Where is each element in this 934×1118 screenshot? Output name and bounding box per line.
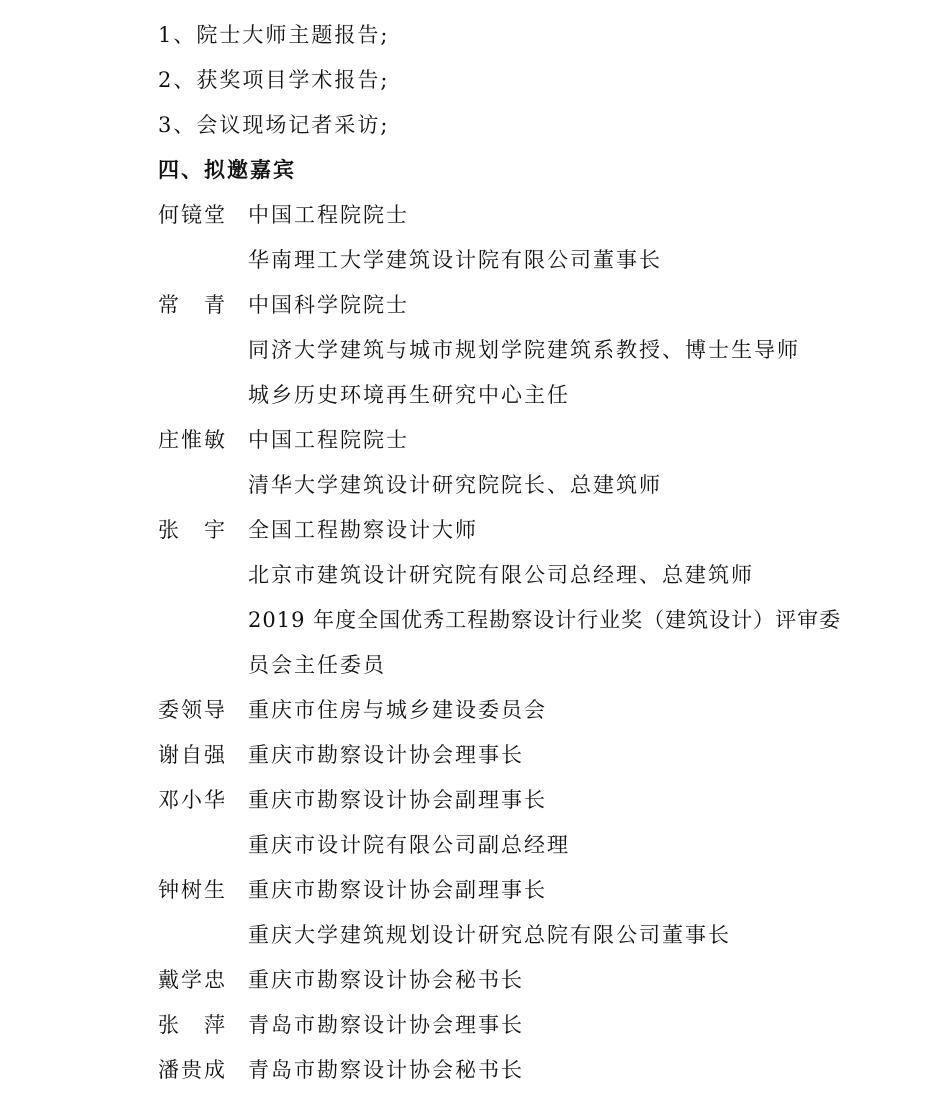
guest-row	[158, 418, 409, 463]
guest-title: 重庆市勘察设计协会副理事长	[248, 788, 547, 812]
guest-row	[158, 283, 409, 328]
guest-row	[158, 1003, 524, 1048]
guest-title: 城乡历史环境再生研究中心主任	[248, 383, 570, 407]
agenda-item: 2、获奖项目学术报告;	[158, 68, 390, 92]
guest-title: 青岛市勘察设计协会理事长	[248, 1013, 524, 1037]
guest-title: 重庆市勘察设计协会理事长	[248, 743, 524, 767]
guest-title: 华南理工大学建筑设计院有限公司董事长	[248, 248, 662, 272]
guest-title: 2019 年度全国优秀工程勘察设计行业奖（建筑设计）评审委	[248, 608, 842, 632]
guest-name: 委领导	[158, 698, 227, 722]
section-heading: 四、拟邀嘉宾	[158, 158, 296, 182]
guest-title: 中国工程院院士	[248, 428, 409, 452]
guest-row	[158, 958, 524, 1003]
agenda-item: 1、院士大师主题报告;	[158, 23, 390, 47]
guest-name: 谢自强	[158, 743, 227, 767]
guest-title: 中国工程院院士	[248, 203, 409, 227]
guest-row	[158, 868, 547, 913]
guest-name: 戴学忠	[158, 968, 227, 992]
guest-name: 何镜堂	[158, 203, 227, 227]
guest-row	[158, 778, 547, 823]
guest-name: 邓小华	[158, 788, 227, 812]
guest-title: 重庆市勘察设计协会副理事长	[248, 878, 547, 902]
guest-title: 同济大学建筑与城市规划学院建筑系教授、博士生导师	[248, 338, 800, 362]
guest-name: 庄惟敏	[158, 428, 227, 452]
guest-name: 常 青	[158, 293, 227, 317]
guest-row	[158, 733, 524, 778]
guest-row	[158, 508, 478, 553]
guest-title: 重庆市勘察设计协会秘书长	[248, 968, 524, 992]
guest-name: 张 萍	[158, 1013, 227, 1037]
guest-title: 中国科学院院士	[248, 293, 409, 317]
guest-title: 北京市建筑设计研究院有限公司总经理、总建筑师	[248, 563, 754, 587]
guest-title: 员会主任委员	[248, 653, 386, 677]
guest-row	[158, 193, 409, 238]
guest-title: 重庆大学建筑规划设计研究总院有限公司董事长	[248, 923, 731, 947]
guest-title: 重庆市住房与城乡建设委员会	[248, 698, 547, 722]
guest-name: 潘贵成	[158, 1058, 227, 1082]
guest-title: 重庆市设计院有限公司副总经理	[248, 833, 570, 857]
guest-row	[158, 1048, 524, 1093]
agenda-item: 3、会议现场记者采访;	[158, 113, 390, 137]
guest-name: 张 宇	[158, 518, 227, 542]
guest-title: 清华大学建筑设计研究院院长、总建筑师	[248, 473, 662, 497]
guest-name: 钟树生	[158, 878, 227, 902]
guest-title: 青岛市勘察设计协会秘书长	[248, 1058, 524, 1082]
guest-title: 全国工程勘察设计大师	[248, 518, 478, 542]
guest-row	[158, 688, 547, 733]
